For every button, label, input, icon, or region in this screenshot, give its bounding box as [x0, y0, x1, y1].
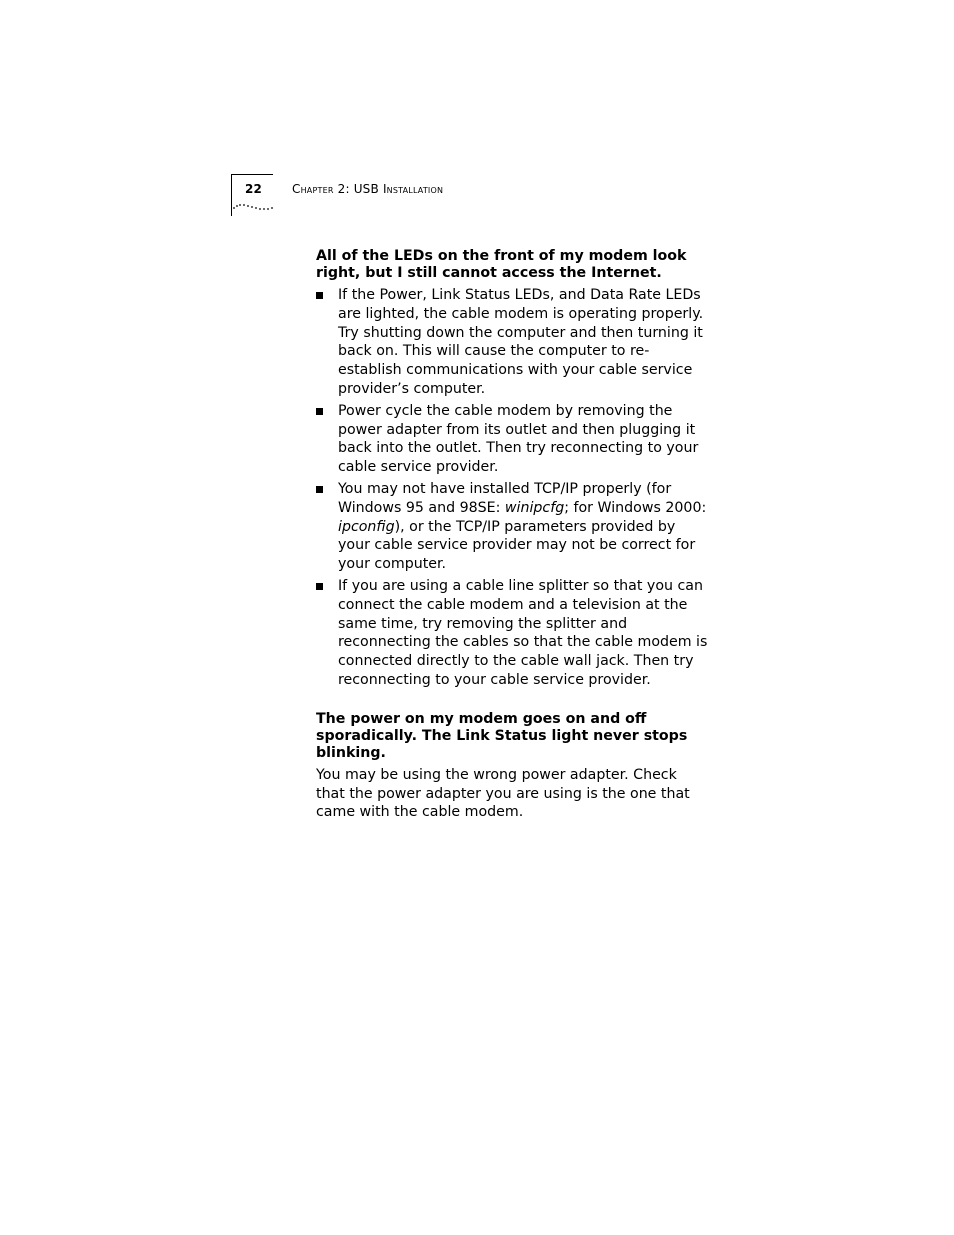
section-heading: All of the LEDs on the front of my modem look right, but I still cannot access the Internet. [316, 248, 687, 281]
list-item-text: Power cycle the cable modem by removing the power adapter from its outlet and then plugging it back into the outlet. Then try reconnecting to your cable service provider. [338, 402, 699, 476]
square-bullet-icon [316, 486, 323, 493]
list-item-text: If you are using a cable line splitter so that you can connect the cable modem and a television at the same time, try removing the splitter and reconnecting the cables so that the cable modem is connected directly to the cable wall jack. Then try reconnecting to your cable service provider. [338, 577, 708, 688]
list-item-text-part: You may not have installed TCP/IP properly (for Windows 95 and 98SE: [338, 480, 672, 516]
square-bullet-icon [316, 408, 323, 415]
troubleshooting-section-power [316, 711, 708, 822]
list-item-text: If the Power, Link Status LEDs, and Data Rate LEDs are lighted, the cable modem is operating properly. Try shutting down the computer and then turning it back on. This will cause the computer to re-establish communications with your cable service provider’s computer. [338, 287, 704, 397]
section-heading: The power on my modem goes on and off sporadically. The Link Status light never stops blinking. [316, 710, 688, 761]
list-item-text-part: ), or the TCP/IP parameters provided by your cable service provider may not be correct for your computer. [338, 518, 696, 573]
command-name: winipcfg [504, 499, 565, 516]
list-item-text-part: ; for Windows 2000: [564, 499, 707, 516]
troubleshooting-section-leds [316, 248, 708, 690]
square-bullet-icon [316, 583, 323, 590]
list-item [316, 286, 708, 399]
command-name: ipconfig [338, 518, 395, 535]
main-content [316, 248, 708, 822]
list-item [316, 480, 708, 574]
section-body: You may be using the wrong power adapter. Check that the power adapter you are using is the one that came with the cable modem. [316, 766, 690, 821]
chapter-title: Chapter 2: USB Installation [292, 182, 444, 196]
square-bullet-icon [316, 292, 323, 299]
dotted-curve-icon [231, 200, 275, 212]
list-item [316, 402, 708, 477]
list-item [316, 577, 708, 690]
page-number: 22 [245, 182, 263, 196]
marker-horizontal-line [231, 174, 273, 175]
bullet-list [316, 286, 708, 690]
